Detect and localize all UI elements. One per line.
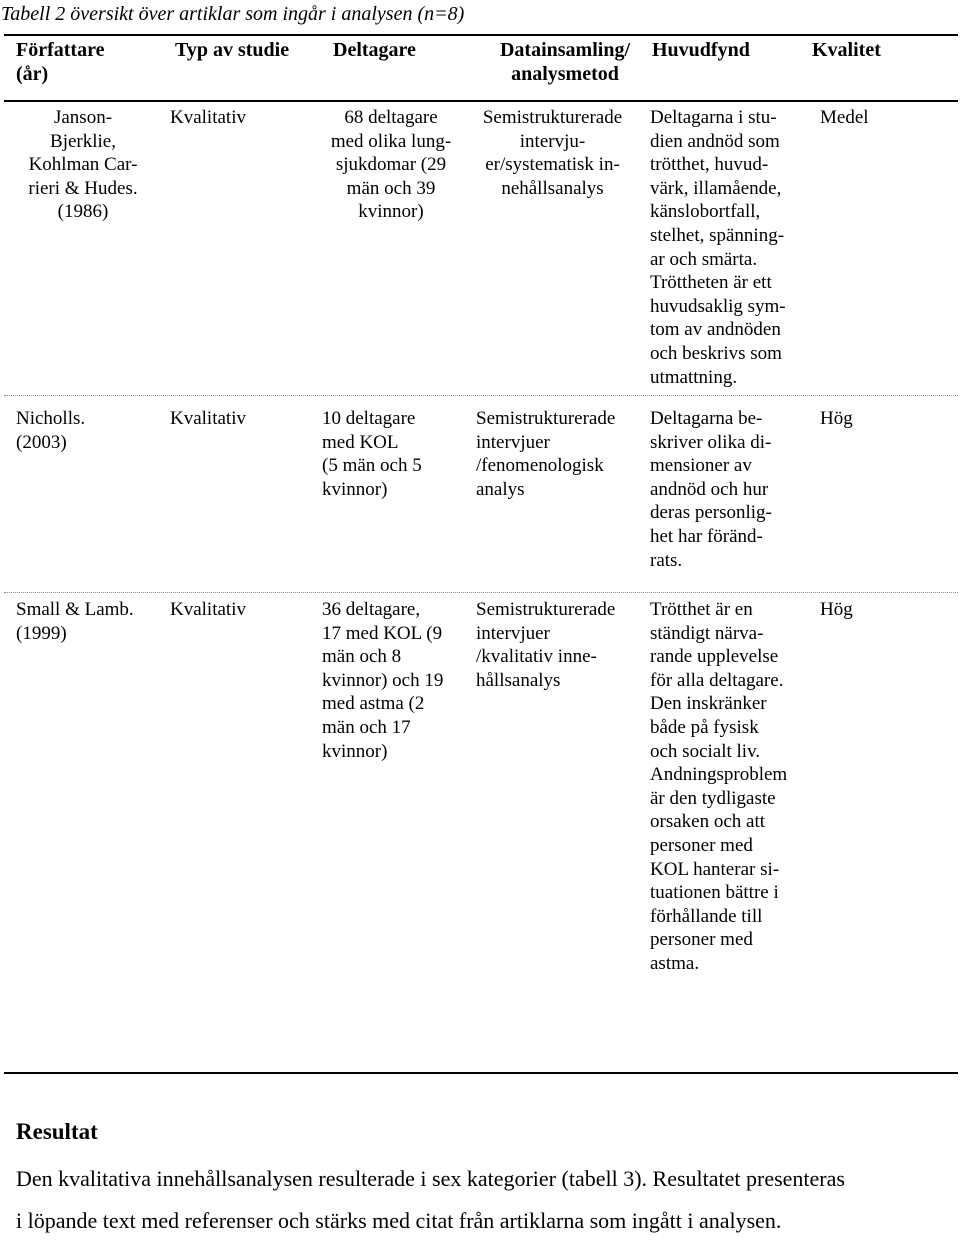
cell-findings: Trötthet är en ständigt närva- rande upplevelse för alla deltagare. Den inskränker både på fysisk och socialt liv. Andningsproblem är den tydligaste orsaken och att personer med KOL hanterar si- tuationen bättre i förhållande till personer med astma. [650, 599, 788, 974]
header-findings: Huvudfynd [652, 39, 750, 61]
table-header-rule [4, 100, 958, 102]
cell-findings: Deltagarna i stu- dien andnöd som trötthet, huvud- värk, illamående, känslobortfall, stelhet, spänning- ar och smärta. Tröttheten är ett huvudsaklig sym- tom av andnöden och beskrivs som utmattning. [650, 107, 786, 388]
header-method: Datainsamling/ analysmetod [499, 39, 631, 85]
cell-method: Semistrukturerade intervju- er/systematisk in- nehållsanalys [482, 107, 623, 199]
cell-quality: Medel [820, 107, 869, 128]
header-participants: Deltagare [333, 39, 416, 61]
cell-quality: Hög [820, 408, 853, 429]
cell-study-type: Kvalitativ [170, 599, 246, 620]
header-quality: Kvalitet [812, 39, 881, 61]
row-separator [4, 395, 958, 396]
cell-author: Small & Lamb. (1999) [16, 599, 134, 644]
cell-method: Semistrukturerade intervjuer /kvalitativ inne- hållsanalys [476, 599, 616, 691]
cell-participants: 10 deltagare med KOL (5 män och 5 kvinnor) [322, 408, 422, 500]
cell-author: Nicholls. (2003) [16, 408, 86, 453]
paragraph-line: Den kvalitativa innehållsanalysen resulterade i sex kategorier (tabell 3). Resultatet presenteras [16, 1166, 845, 1191]
cell-quality: Hög [820, 599, 853, 620]
cell-author: Janson- Bjerklie, Kohlman Car- rieri & Hudes. (1986) [28, 107, 138, 223]
cell-study-type: Kvalitativ [170, 107, 246, 128]
header-study-type: Typ av studie [175, 39, 290, 61]
section-heading: Resultat [16, 1119, 98, 1144]
header-author: Författare (år) [16, 39, 105, 85]
cell-findings: Deltagarna be- skriver olika di- mensioner av andnöd och hur deras personlig- het har föränd- rats. [650, 408, 772, 571]
cell-participants: 36 deltagare, 17 med KOL (9 män och 8 kvinnor) och 19 med astma (2 män och 17 kvinnor) [322, 599, 444, 762]
row-separator [4, 592, 958, 593]
cell-participants: 68 deltagare med olika lung- sjukdomar (29 män och 39 kvinnor) [330, 107, 452, 223]
cell-method: Semistrukturerade intervjuer /fenomenologisk analys [476, 408, 616, 500]
body-paragraph [16, 1158, 956, 1242]
table-bottom-rule [4, 1072, 958, 1074]
table-top-rule [4, 34, 958, 36]
paragraph-line: i löpande text med referenser och stärks med citat från artiklarna som ingått i analysen. [16, 1208, 782, 1233]
cell-study-type: Kvalitativ [170, 408, 246, 429]
table-caption: Tabell 2 översikt över artiklar som ingår i analysen (n=8) [1, 3, 465, 25]
